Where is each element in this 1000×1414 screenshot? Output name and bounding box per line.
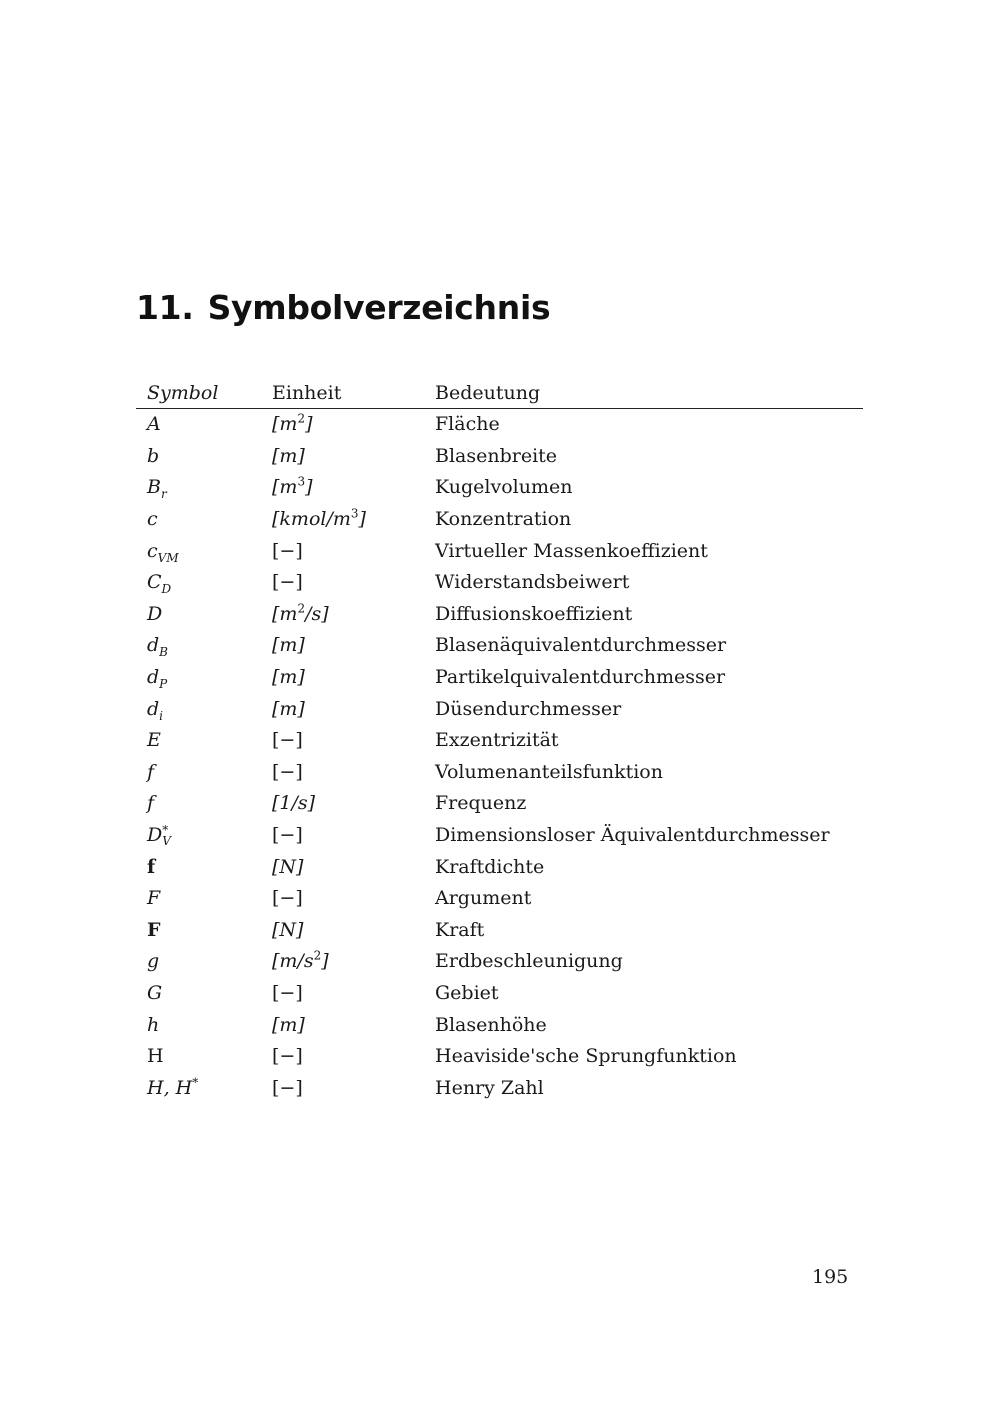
unit: $[m^2/s]$ bbox=[272, 601, 329, 625]
header-symbol: Symbol bbox=[136, 378, 261, 409]
unit-cell bbox=[261, 567, 424, 599]
table-row bbox=[136, 441, 863, 473]
unit-cell bbox=[261, 851, 424, 883]
meaning-cell: Kugelvolumen bbox=[435, 476, 573, 499]
symbol: E bbox=[147, 729, 161, 752]
meaning-cell: Fläche bbox=[435, 413, 500, 436]
symbol: A bbox=[147, 413, 161, 436]
table-row bbox=[136, 630, 863, 662]
meaning-cell: Diffusionskoeffizient bbox=[435, 602, 633, 625]
symbol-cell bbox=[136, 725, 261, 757]
unit-cell bbox=[261, 535, 424, 567]
table-row bbox=[136, 693, 863, 725]
page-number: 195 bbox=[812, 1266, 849, 1288]
unit: [−] bbox=[272, 539, 303, 562]
unit-cell bbox=[261, 1041, 424, 1073]
unit-cell bbox=[261, 883, 424, 915]
meaning-cell: Gebiet bbox=[435, 981, 499, 1004]
meaning-cell: Kraft bbox=[435, 918, 485, 941]
meaning-cell: Widerstandsbeiwert bbox=[435, 571, 630, 594]
symbol-table bbox=[136, 378, 863, 1104]
symbol-cell bbox=[136, 662, 261, 694]
meaning-cell: Heaviside'sche Sprungfunktion bbox=[435, 1045, 737, 1068]
unit: $[m^2]$ bbox=[272, 411, 313, 436]
meaning-cell: Blasenäquivalentdurchmesser bbox=[435, 634, 727, 657]
meaning-cell: Blasenbreite bbox=[435, 444, 558, 467]
symbol-cell bbox=[136, 788, 261, 820]
symbol: b bbox=[147, 444, 160, 467]
unit: [−] bbox=[272, 571, 303, 594]
symbol: $d_i$ bbox=[147, 697, 164, 723]
symbol-cell bbox=[136, 757, 261, 789]
unit: [−] bbox=[272, 824, 303, 847]
unit: [N] bbox=[272, 855, 304, 878]
symbol: H, H* bbox=[147, 1075, 199, 1099]
unit-cell bbox=[261, 820, 424, 852]
table-row bbox=[136, 915, 863, 947]
table-row bbox=[136, 851, 863, 883]
meaning-cell: Dimensionsloser Äquivalentdurchmesser bbox=[435, 824, 830, 847]
unit-cell bbox=[261, 725, 424, 757]
meaning-cell: Exzentrizität bbox=[435, 729, 559, 752]
unit-cell bbox=[261, 630, 424, 662]
chapter-title bbox=[136, 288, 550, 327]
table-row bbox=[136, 725, 863, 757]
unit-cell bbox=[261, 504, 424, 536]
symbol-cell bbox=[136, 504, 261, 536]
unit: [1/s] bbox=[272, 792, 316, 815]
table-row bbox=[136, 535, 863, 567]
table-row bbox=[136, 662, 863, 694]
unit-cell bbox=[261, 693, 424, 725]
table-row bbox=[136, 599, 863, 631]
symbol: $C_D$ bbox=[147, 571, 172, 597]
header-unit: Einheit bbox=[261, 378, 424, 409]
table-row bbox=[136, 978, 863, 1010]
symbol: f bbox=[147, 855, 156, 878]
symbol: D * V bbox=[147, 823, 171, 849]
meaning-cell: Argument bbox=[435, 887, 532, 910]
symbol-cell bbox=[136, 599, 261, 631]
meaning-cell: Erdbeschleunigung bbox=[435, 950, 623, 973]
symbol: F bbox=[147, 918, 161, 941]
unit: [m] bbox=[272, 634, 305, 657]
table-row bbox=[136, 757, 863, 789]
unit: $[kmol/m^3]$ bbox=[272, 506, 366, 531]
table-row bbox=[136, 820, 863, 852]
meaning-cell: Blasenhöhe bbox=[435, 1013, 547, 1036]
symbol-cell bbox=[136, 567, 261, 599]
meaning-cell: Volumenanteilsfunktion bbox=[435, 760, 663, 783]
symbol-cell bbox=[136, 1072, 261, 1104]
symbol: h bbox=[147, 1013, 160, 1036]
table-header-row bbox=[136, 378, 863, 409]
symbol-cell bbox=[136, 978, 261, 1010]
header-meaning: Bedeutung bbox=[424, 378, 863, 409]
unit-cell bbox=[261, 978, 424, 1010]
unit: [N] bbox=[272, 918, 304, 941]
table-row bbox=[136, 788, 863, 820]
unit-cell bbox=[261, 788, 424, 820]
meaning-cell: Virtueller Massenkoeffizient bbox=[435, 539, 708, 562]
symbol-cell bbox=[136, 472, 261, 504]
symbol: H bbox=[147, 1045, 164, 1068]
table-row bbox=[136, 409, 863, 441]
chapter-title-text: Symbolverzeichnis bbox=[207, 288, 551, 327]
table-row bbox=[136, 946, 863, 978]
table-row bbox=[136, 883, 863, 915]
table-row bbox=[136, 472, 863, 504]
symbol-cell bbox=[136, 409, 261, 441]
unit-cell bbox=[261, 915, 424, 947]
unit-cell bbox=[261, 409, 424, 441]
symbol: c bbox=[147, 508, 158, 531]
symbol: D bbox=[147, 602, 163, 625]
unit: [−] bbox=[272, 1076, 303, 1099]
unit: $[m^3]$ bbox=[272, 475, 313, 499]
unit: [m] bbox=[272, 444, 305, 467]
symbol-cell bbox=[136, 915, 261, 947]
symbol: f bbox=[147, 792, 155, 815]
meaning-cell: Henry Zahl bbox=[435, 1076, 544, 1099]
unit: [−] bbox=[272, 760, 303, 783]
meaning-cell: Frequenz bbox=[435, 792, 527, 815]
table-row bbox=[136, 1072, 863, 1104]
symbol-cell bbox=[136, 883, 261, 915]
symbol-cell bbox=[136, 630, 261, 662]
symbol-cell bbox=[136, 1041, 261, 1073]
meaning-cell: Kraftdichte bbox=[435, 855, 545, 878]
unit: $[m/s^2]$ bbox=[272, 949, 329, 973]
symbol-cell bbox=[136, 441, 261, 473]
symbol: F bbox=[147, 887, 161, 910]
unit: [m] bbox=[272, 1013, 305, 1036]
symbol: G bbox=[147, 981, 163, 1004]
symbol-cell bbox=[136, 820, 261, 852]
table-row bbox=[136, 504, 863, 536]
unit-cell bbox=[261, 599, 424, 631]
unit-cell bbox=[261, 946, 424, 978]
meaning-cell: Düsendurchmesser bbox=[435, 697, 622, 720]
unit: [−] bbox=[272, 887, 303, 910]
symbol: $c_{VM}$ bbox=[147, 539, 179, 565]
symbol: $d_B$ bbox=[147, 634, 168, 660]
unit-cell bbox=[261, 472, 424, 504]
symbol: $d_P$ bbox=[147, 666, 168, 691]
unit-cell bbox=[261, 1072, 424, 1104]
unit-cell bbox=[261, 1009, 424, 1041]
table-row bbox=[136, 567, 863, 599]
meaning-cell: Partikelquivalentdurchmesser bbox=[435, 666, 726, 689]
symbol-cell bbox=[136, 693, 261, 725]
symbol-cell bbox=[136, 851, 261, 883]
unit: [m] bbox=[272, 697, 305, 720]
symbol-cell bbox=[136, 1009, 261, 1041]
symbol-cell bbox=[136, 946, 261, 978]
unit: [−] bbox=[272, 729, 303, 752]
unit-cell bbox=[261, 441, 424, 473]
symbol: f bbox=[147, 760, 155, 783]
unit: [m] bbox=[272, 666, 305, 689]
table-row bbox=[136, 1041, 863, 1073]
unit: [−] bbox=[272, 1045, 303, 1068]
symbol: $B_r$ bbox=[147, 476, 167, 502]
symbol-cell bbox=[136, 535, 261, 567]
symbol: g bbox=[147, 950, 160, 973]
table-row bbox=[136, 1009, 863, 1041]
unit: [−] bbox=[272, 981, 303, 1004]
meaning-cell: Konzentration bbox=[435, 508, 572, 531]
unit-cell bbox=[261, 757, 424, 789]
unit-cell bbox=[261, 662, 424, 694]
chapter-number: 11. bbox=[136, 288, 194, 327]
